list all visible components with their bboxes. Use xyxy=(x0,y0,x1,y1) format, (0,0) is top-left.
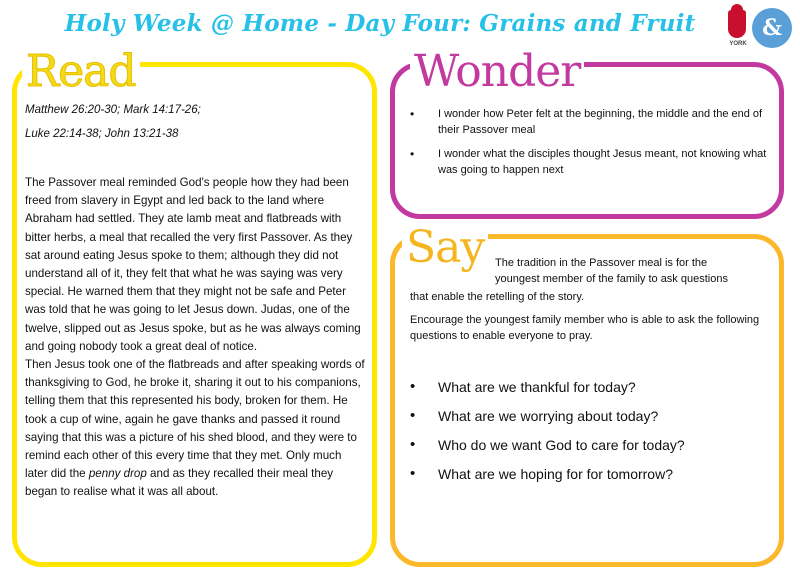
say-paragraph: Encourage the youngest family member who is able to ask the following questions to enable everyone to pray. xyxy=(410,314,760,342)
say-question: • Who do we want God to care for today? xyxy=(410,434,770,456)
read-paragraph-1: The Passover meal reminded God's people how they had been freed from slavery in Egypt and led back to the land where Abraham had settled. They ate lamb meat and flatbreads with bitter herbs, a meal that recalled the very first Passover. As they sat around eating Jesus spoke to them; although they did not understand all of it, they felt that what he was saying was very special. He warned them that they might not be safe and Peter was told that he was going to let Jesus down. Judas, one of the twelve, slipped out as Jesus spoke, but as he was always coming and going nobody took a great deal of notice. xyxy=(25,176,361,353)
diocese-logo-text: YORK xyxy=(729,41,747,47)
scripture-reference-line2: Luke 22:14-38; John 13:21-38 xyxy=(25,128,179,140)
wonder-item: • I wonder how Peter felt at the beginning, the middle and the end of their Passover meal xyxy=(410,106,770,138)
logo-group xyxy=(728,8,794,52)
say-questions-list xyxy=(410,376,770,492)
say-question: • What are we hoping for for tomorrow? xyxy=(410,463,770,485)
say-intro-line2: youngest member of the family to ask questions xyxy=(495,273,728,285)
wonder-heading: Wonder xyxy=(410,50,584,94)
partner-logo-icon: & xyxy=(752,8,792,48)
read-paragraph-2-end: and as they recalled their meal they began to realise what it was all about. xyxy=(25,467,334,499)
say-heading: Say xyxy=(402,226,488,270)
say-intro-line1: The tradition in the Passover meal is for the xyxy=(495,257,708,269)
read-body xyxy=(25,174,367,502)
diocese-crest-icon xyxy=(728,10,746,38)
wonder-list xyxy=(410,106,770,186)
read-paragraph-2 xyxy=(25,356,367,502)
say-intro-line3: that enable the retelling of the story. xyxy=(410,291,585,303)
wonder-item: • I wonder what the disciples thought Jesus meant, not knowing what was going to happen next xyxy=(410,146,770,178)
say-question: • What are we worrying about today? xyxy=(410,405,770,427)
scripture-reference-line1: Matthew 26:20-30; Mark 14:17-26; xyxy=(25,104,201,116)
page-title: Holy Week @ Home - Day Four: Grains and Fruit xyxy=(64,10,696,37)
read-heading: Read xyxy=(22,50,140,94)
say-question: • What are we thankful for today? xyxy=(410,376,770,398)
read-paragraph-2-emphasis: penny drop xyxy=(88,467,147,481)
read-paragraph-2-start: Then Jesus took one of the flatbreads and after speaking words of thanksgiving to God, he broke it, sharing it out to his companions, telling them that this represented his body, broken for them. He took a cup of wine, again he gave thanks and passed it round saying that this was a picture of his shed blood, and they were to remind each other of this every time that they met. Only much later did the xyxy=(25,358,365,481)
